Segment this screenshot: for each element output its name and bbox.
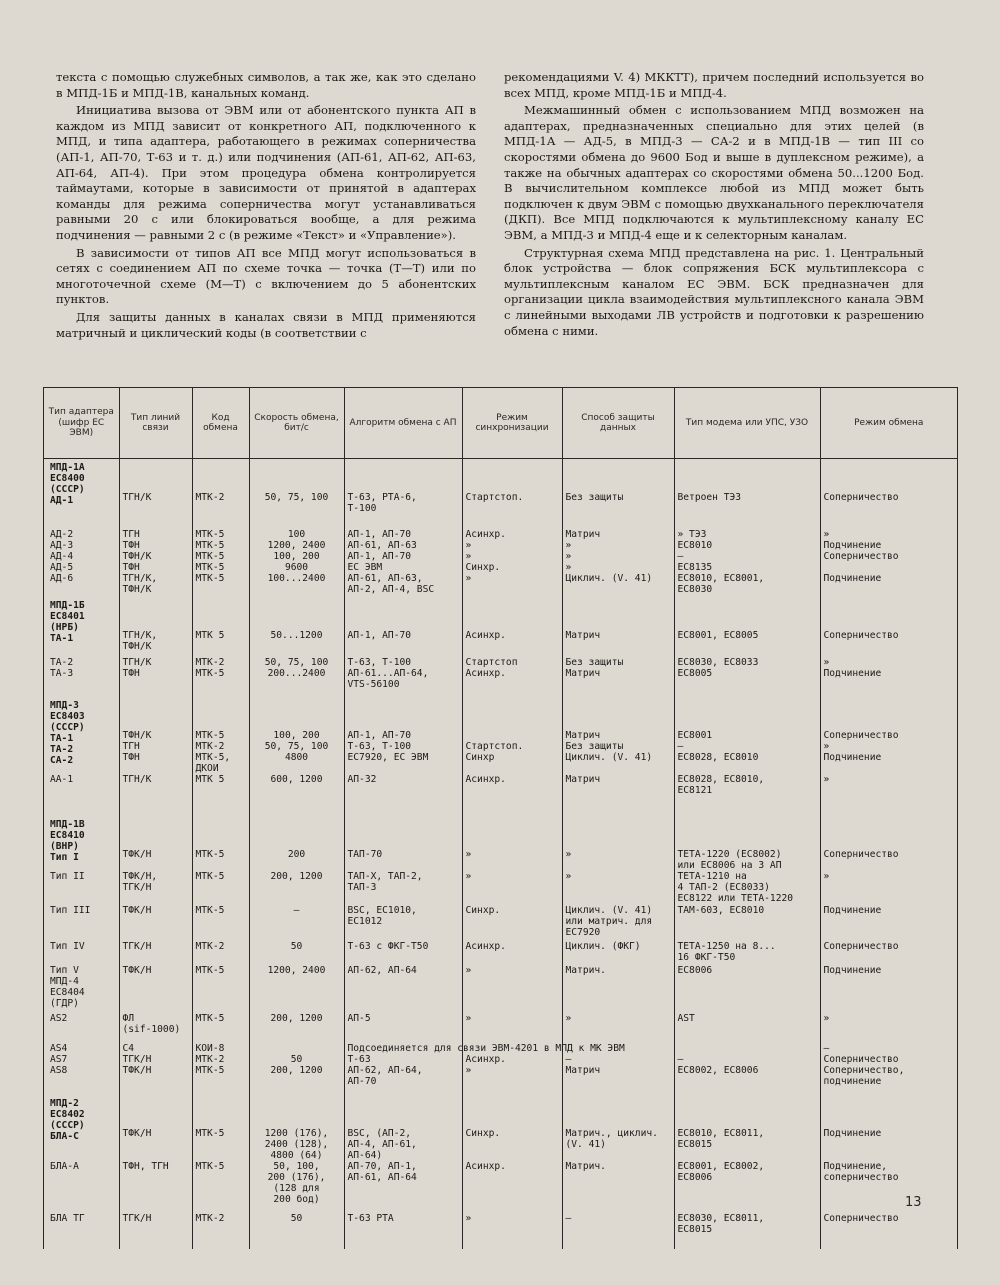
table-cell: Синхр. — [462, 1095, 562, 1161]
table-cell: » Подчинение — [820, 657, 957, 697]
table-cell: Соперничество — [820, 941, 957, 965]
table-cell: МТК-2 МТК-5 — [192, 657, 249, 697]
table-cell: Т-63 РТА — [344, 1213, 462, 1249]
table-cell: Тип II — [50, 870, 85, 882]
paragraph: Инициатива вызова от ЭВМ или от абонентского пункта АП в каждом из МПД зависит от конкретного АП, подключенного к МПД, и типа адаптера, работающего в режимах соперничества (АП-1, АП-70, Т-63 и т. д.) или подчинения (АП-61, АП-62, АП-63, АП-64, АП-4). При этом процедура обмена контролируется таймаутами, которые в зависимости от принятой в адаптерах команды для режима соперничества могут устанавливаться равными 20 с или блокироваться вообще, а для режима подчинения — равными 2 с (в режиме «Текст» и «Управление»). — [56, 103, 476, 242]
header-protection: Способ защиты данных — [562, 388, 674, 459]
table-cell: 50, 75, 100 — [249, 459, 344, 529]
table-cell: ТГН/К — [119, 774, 192, 816]
header-exchange-code: Код обмена — [192, 388, 249, 459]
table-row — [44, 774, 957, 816]
table-cell: 200 — [249, 816, 344, 871]
table-cell: Соперничество » Подчинение — [820, 697, 957, 774]
table-cell: Циклич. (V. 41) или матрич. для ЕС7920 — [562, 905, 674, 941]
table-cell: » — [820, 1013, 957, 1043]
table-cell: Асинхр. — [462, 774, 562, 816]
table-cell: Т-63, Т-100 АП-61...АП-64, VTS-56100 — [344, 657, 462, 697]
table-cell: » ТЭЗ ЕС8010 — ЕС8135 ЕС8010, ЕС8001, ЕС8030 — [674, 529, 820, 597]
table-cell: » — [462, 965, 562, 1013]
paragraph: текста с помощью служебных символов, а так же, как это сделано в МПД-1Б и МПД-1В, канальных команд. — [56, 70, 476, 100]
table-cell: ЕС8001, ЕС8002, ЕС8006 — [674, 1161, 820, 1213]
table-cell: Соперничество — [820, 597, 957, 657]
table-cell: 50 200, 1200 — [249, 1043, 344, 1095]
table-cell: АА-1 — [50, 773, 74, 785]
table-cell: » — [562, 1013, 674, 1043]
table-row — [44, 1013, 957, 1043]
table-cell: Т-63, РТА-6, Т-100 — [344, 459, 462, 529]
table-cell: ТГН ТФН ТФН/К ТФН ТГН/К, ТФН/К — [119, 529, 192, 597]
table-cell: 600, 1200 — [249, 774, 344, 816]
table-cell: ЕС8030, ЕС8011, ЕС8015 — [674, 1213, 820, 1249]
table-cell: ТФК/Н — [119, 965, 192, 1013]
table-cell: Подчинение — [820, 905, 957, 941]
table-row — [44, 965, 957, 1013]
table-header-row — [44, 388, 957, 459]
table-cell: — — [249, 905, 344, 941]
table-cell: Асинхр. — [462, 941, 562, 965]
table-cell: Тип IV — [50, 940, 85, 952]
table-cell: МТК 5 — [192, 597, 249, 657]
table-cell: ТФК/Н — [119, 816, 192, 871]
table-body — [44, 459, 957, 1249]
table-cell: АП-32 — [344, 774, 462, 816]
table-cell: ТЕТА-1250 на 8... 16 ФКГ-Т50 — [674, 941, 820, 965]
table-cell: Ветроен ТЭЗ — [674, 459, 820, 529]
table-cell: ТФК/Н — [119, 905, 192, 941]
adapter-table — [43, 387, 958, 1249]
table-cell: МПД-2 ЕС8402 (СССР) БЛА-С — [50, 1097, 85, 1142]
header-adapter-type: Тип адаптера (шифр ЕС ЭВМ) — [44, 388, 119, 459]
header-algorithm: Алгоритм обмена с АП — [344, 388, 462, 459]
table-cell: AS4 AS7 AS8 — [50, 1042, 68, 1076]
paragraph: Для защиты данных в каналах связи в МПД применяются матричный и циклический коды (в соответствии с — [56, 309, 476, 340]
table-cell: » — [462, 1013, 562, 1043]
table-cell: Т-63 с ФКГ-Т50 — [344, 941, 462, 965]
table-row — [44, 657, 957, 697]
table-cell: МПД-1Б ЕС8401 (НРБ) ТА-1 — [50, 599, 85, 644]
body-text — [56, 70, 924, 343]
table-row — [44, 597, 957, 657]
table-cell: » — [462, 816, 562, 871]
table-cell: Матрич » » » Циклич. (V. 41) — [562, 529, 674, 597]
table-cell: АП-1, АП-70 Т-63, Т-100 ЕС7920, ЕС ЭВМ — [344, 697, 462, 774]
table-cell: AST — [674, 1013, 820, 1043]
table-cell: ЕС8030, ЕС8033 ЕС8005 — [674, 657, 820, 697]
table-cell: МТК-5 МТК-2 МТК-5, ДКОИ — [192, 697, 249, 774]
table-row — [44, 871, 957, 905]
paragraph: Структурная схема МПД представлена на рис. 1. Центральный блок устройства — блок сопряжения БСК мультиплексора с мультиплексным каналом ЕС ЭВМ. БСК предназначен для организации цикла взаимодействия мультиплексного канала ЭВМ с линейными выходами ЛВ устройств и подготовки к разрешению обмена с ними. — [504, 245, 924, 338]
table-cell: ТГН/К, ТФН/К — [119, 597, 192, 657]
header-speed: Скорость обмена, бит/с — [249, 388, 344, 459]
table-cell: Без защиты — [562, 459, 674, 529]
table-cell: 1200, 2400 — [249, 965, 344, 1013]
table-cell: Матрич — [562, 597, 674, 657]
table-cell: » — [820, 871, 957, 905]
table-cell: — Матрич — [562, 1043, 674, 1095]
table-cell: C4 ТГК/Н ТФК/Н — [119, 1043, 192, 1095]
table-cell: 100, 200 50, 75, 100 4800 — [249, 697, 344, 774]
table-cell: 50...1200 — [249, 597, 344, 657]
table-row — [44, 459, 957, 529]
table-cell: Стартстоп. — [462, 459, 562, 529]
table-cell: ТАП-70 — [344, 816, 462, 871]
table-cell: Матрич Без защиты Циклич. (V. 41) — [562, 697, 674, 774]
table-cell: ТФК/Н, ТГК/Н — [119, 871, 192, 905]
table-cell: Матрич — [562, 774, 674, 816]
table-cell: Без защиты Матрич — [562, 657, 674, 697]
header-sync-mode: Режим синхронизации — [462, 388, 562, 459]
table-row — [44, 529, 957, 597]
table-row — [44, 905, 957, 941]
table-cell: Стартстоп Асинхр. — [462, 657, 562, 697]
table-cell: Стартстоп. Синхр — [462, 697, 562, 774]
table-cell: Асинхр. — [462, 597, 562, 657]
table-cell: ТФК/Н — [119, 1095, 192, 1161]
table-cell: 50 — [249, 1213, 344, 1249]
table-cell: ТА-2 ТА-3 — [50, 656, 74, 679]
table-cell: » — [562, 871, 674, 905]
table-cell: 50, 100, 200 (176), (128 для 200 бод) — [249, 1161, 344, 1213]
table-cell: АП-70, АП-1, АП-61, АП-64 — [344, 1161, 462, 1213]
table-row — [44, 941, 957, 965]
table-cell: BSC, (АП-2, АП-4, АП-61, АП-64) — [344, 1095, 462, 1161]
table-cell: Циклич. (ФКГ) — [562, 941, 674, 965]
table-cell: ТГК/Н — [119, 1213, 192, 1249]
table-cell: МТК-5 — [192, 816, 249, 871]
table-cell: КОИ-8 МТК-2 МТК-5 — [192, 1043, 249, 1095]
table-cell: ТЕТА-1220 (ЕС8002) или ЕС8006 на 3 АП — [674, 816, 820, 871]
table-cell: АП-5 — [344, 1013, 462, 1043]
table-cell: МТК-2 — [192, 941, 249, 965]
table-cell: » — [462, 871, 562, 905]
text-column-left — [56, 70, 476, 343]
table-cell: МТК 5 — [192, 774, 249, 816]
table-row — [44, 697, 957, 774]
table-cell: МТК-2 — [192, 1213, 249, 1249]
paragraph: Межмашинный обмен с использованием МПД возможен на адаптерах, предназначенных специально для этих целей (в МПД-1А — АД-5, в МПД-3 — СА-2 и в МПД-1В — тип III со скоростями обмена до 9600 Бод и выше в дуплексном режиме), а также на обычных адаптерах со скоростями обмена 50...1200 Бод. В вычислительном комплексе любой из МПД может быть подключен к двум ЭВМ с помощью двухканального переключателя (ДКП). Все МПД подключаются к мультиплексному каналу ЕС ЭВМ, а МПД-3 и МПД-4 еще и к селекторным каналам. — [504, 103, 924, 242]
table-cell: » — [820, 774, 957, 816]
paragraph: рекомендациями V. 4) МККТТ), причем последний используется во всех МПД, кроме МПД-1Б и МПД-4. — [504, 70, 924, 100]
text-column-right — [504, 70, 924, 343]
table-cell: Тип V МПД-4 ЕС8404 (ГДР) — [50, 964, 85, 1009]
table-cell: ФЛ (sif-1000) — [119, 1013, 192, 1043]
table-cell: Соперничество — [820, 459, 957, 529]
table-cell: МТК-5 — [192, 1161, 249, 1213]
table-cell: АД-2 АД-3 АД-4 АД-5 АД-6 — [50, 528, 74, 584]
table-cell: 50, 75, 100 200...2400 — [249, 657, 344, 697]
table-cell: ТГН/К ТФН — [119, 657, 192, 697]
paragraph: В зависимости от типов АП все МПД могут использоваться в сетях с соединением АП по схеме точка — точка (Т—Т) или по многоточечной схеме (М—Т) с включением до 5 абонентских пунктов. — [56, 245, 476, 307]
header-modem-type: Тип модема или УПС, УЗО — [674, 388, 820, 459]
table-cell: МТК-5 — [192, 1095, 249, 1161]
table-cell: Подчинение — [820, 1095, 957, 1161]
table-cell: ТГН/К — [119, 459, 192, 529]
table-cell: — ЕС8002, ЕС8006 — [674, 1043, 820, 1095]
table-cell: МТК-5 МТК-5 МТК-5 МТК-5 МТК-5 — [192, 529, 249, 597]
table-cell: БЛА ТГ — [50, 1212, 85, 1224]
table-cell: Матрич. — [562, 965, 674, 1013]
header-exchange-mode: Режим обмена — [820, 388, 957, 459]
table-cell: » — [562, 816, 674, 871]
table-cell: AS2 — [50, 1012, 68, 1024]
table-cell: АП-1, АП-70 — [344, 597, 462, 657]
table-row — [44, 1043, 957, 1095]
table-cell: ТФН, ТГН — [119, 1161, 192, 1213]
table-cell: Матрич. — [562, 1161, 674, 1213]
table-cell: Асинхр. — [462, 1161, 562, 1213]
table-cell: ЕС8001, ЕС8005 — [674, 597, 820, 657]
table-cell: Соперничество — [820, 816, 957, 871]
table-cell: МТК-5 — [192, 871, 249, 905]
table-cell: ЕС8010, ЕС8011, ЕС8015 — [674, 1095, 820, 1161]
table-cell: МПД-1А ЕС8400 (СССР) АД-1 — [50, 462, 85, 506]
table-cell: — — [562, 1213, 674, 1249]
header-line-type: Тип линий связи — [119, 388, 192, 459]
table-cell: 100 1200, 2400 100, 200 9600 100...2400 — [249, 529, 344, 597]
table-cell: ЕС8006 — [674, 965, 820, 1013]
table-cell: МПД-3 ЕС8403 (СССР) ТА-1 ТА-2 СА-2 — [50, 699, 85, 766]
table-cell: — Соперничество Соперничество, подчинение — [820, 1043, 957, 1095]
table-cell: BSC, ЕС1010, ЕС1012 — [344, 905, 462, 941]
table-cell: Соперничество — [820, 1213, 957, 1249]
table-cell: Асинхр. » — [462, 1043, 562, 1095]
table-cell: Синхр. — [462, 905, 562, 941]
table-cell: АП-62, АП-64 — [344, 965, 462, 1013]
table-cell: ТАМ-603, ЕС8010 — [674, 905, 820, 941]
table-cell: БЛА-А — [50, 1160, 79, 1172]
table-cell: ТФН/К ТГН ТФН — [119, 697, 192, 774]
table-cell: ЕС8001 — ЕС8028, ЕС8010 — [674, 697, 820, 774]
table-cell: 50 — [249, 941, 344, 965]
table-cell: АП-1, АП-70 АП-61, АП-63 АП-1, АП-70 ЕС ЭВМ АП-61, АП-63, АП-2, АП-4, BSC — [344, 529, 462, 597]
table-cell: Подсоединяется для связи ЭВМ-4201 в МПД к МК ЭВМ Т-63 АП-62, АП-64, АП-70 — [344, 1043, 462, 1095]
table-cell: 200, 1200 — [249, 871, 344, 905]
table-cell: » Подчинение Соперничество Подчинение — [820, 529, 957, 597]
table-cell: 1200 (176), 2400 (128), 4800 (64) — [249, 1095, 344, 1161]
table-row — [44, 1213, 957, 1249]
table-cell: ТАП-Х, ТАП-2, ТАП-3 — [344, 871, 462, 905]
table-cell: МТК-5 — [192, 905, 249, 941]
table-cell: МПД-1В ЕС8410 (ВНР) Тип I — [50, 818, 85, 863]
table-row — [44, 1095, 957, 1161]
page-number: 13 — [905, 1195, 922, 1210]
table-cell: МТК-5 — [192, 1013, 249, 1043]
table-cell: ЕС8028, ЕС8010, ЕС8121 — [674, 774, 820, 816]
table-row — [44, 816, 957, 871]
table-cell: МТК-2 — [192, 459, 249, 529]
table-cell: Подчинение — [820, 965, 957, 1013]
table-cell: МТК-5 — [192, 965, 249, 1013]
table-cell: Подчинение, соперничество — [820, 1161, 957, 1213]
table-cell: Тип III — [50, 904, 91, 916]
table-cell: ТГК/Н — [119, 941, 192, 965]
table-cell: Асинхр. » » Синхр. » — [462, 529, 562, 597]
table-cell: 200, 1200 — [249, 1013, 344, 1043]
table-row — [44, 1161, 957, 1213]
table-cell: ТЕТА-1210 на 4 ТАП-2 (ЕС8033) ЕС8122 или ТЕТА-1220 — [674, 871, 820, 905]
table-cell: » — [462, 1213, 562, 1249]
table-cell: Матрич., циклич. (V. 41) — [562, 1095, 674, 1161]
